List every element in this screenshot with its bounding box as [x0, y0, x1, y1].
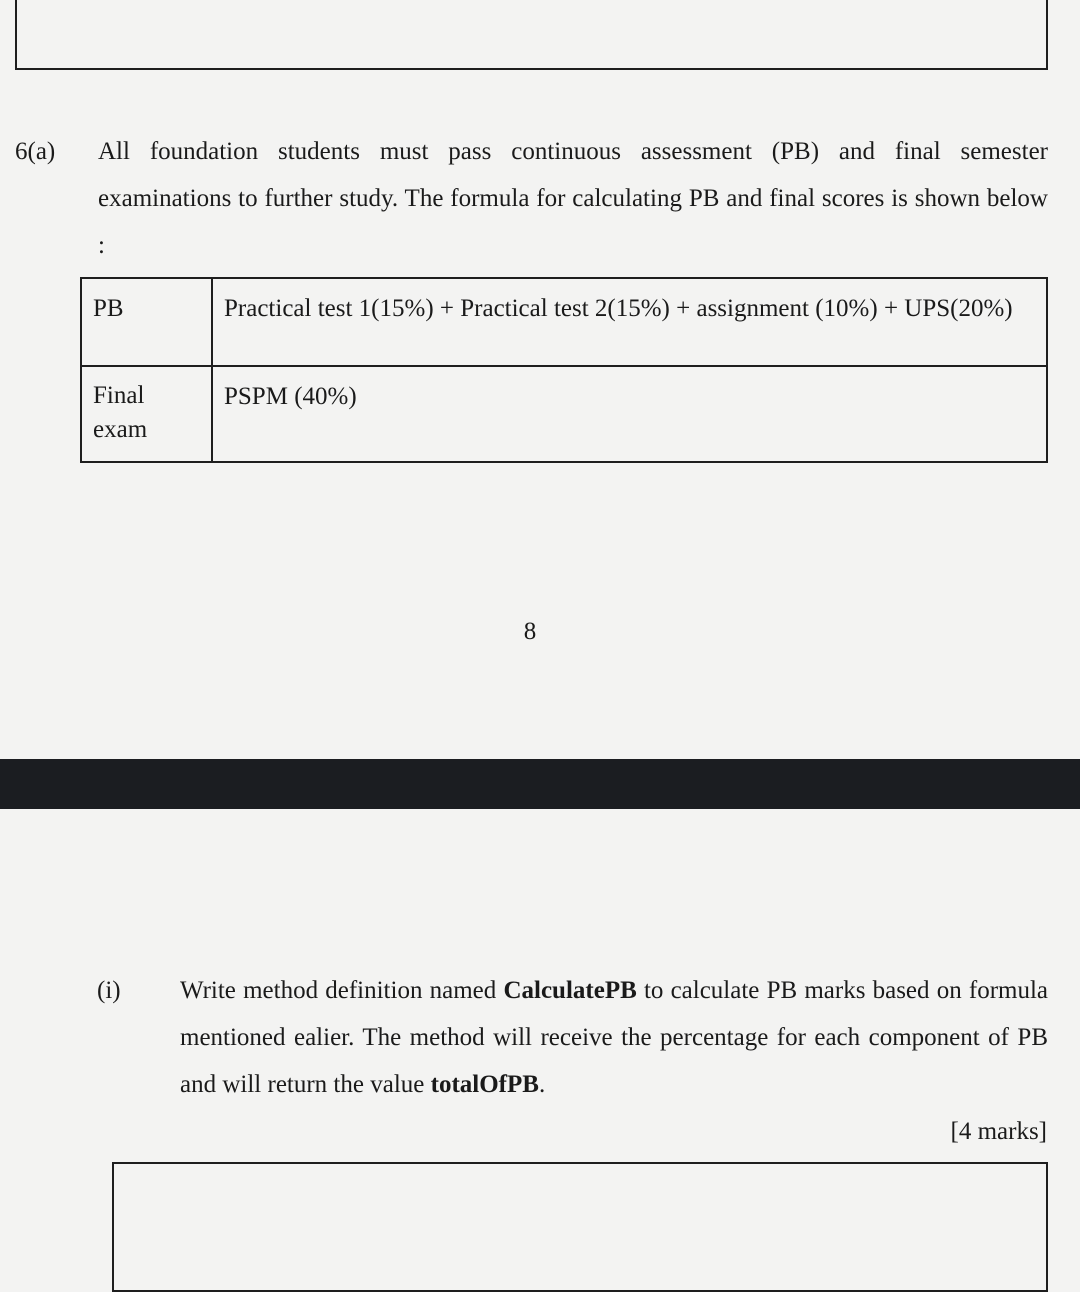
answer-box-top: [15, 0, 1048, 70]
method-name: CalculatePB: [503, 977, 637, 1004]
answer-box-bottom: [112, 1162, 1048, 1292]
table-row: [81, 366, 1047, 462]
return-variable-name: totalOfPB: [430, 1071, 539, 1098]
subquestion-text-part3: .: [538, 1071, 546, 1098]
page-break-band: [0, 759, 1080, 809]
question-number: 6(a): [15, 138, 56, 165]
row-formula-pb: Practical test 1(15%) + Practical test 2(15%) + assignment (10%) + UPS(20%): [212, 278, 1047, 366]
question-intro: All foundation students must pass continuous assessment (PB) and final semester examinations to further study. The formula for calculating PB and final scores is shown below :: [98, 138, 1048, 259]
row-label-pb: PB: [81, 278, 212, 366]
marks-label: [4 marks]: [950, 1118, 1047, 1145]
subquestion-text-part2: to calculate PB marks based on formula mentioned ealier. The method will receive the percentage for each component of PB and will return the value: [180, 977, 1049, 1098]
subquestion-text: [180, 967, 1048, 1108]
page-number: 8: [523, 618, 537, 645]
row-label-final: Final exam: [81, 366, 212, 462]
subquestion-number: (i): [97, 977, 121, 1004]
table-row: [81, 278, 1047, 366]
subquestion-text-part1: Write method definition named: [180, 977, 504, 1004]
assessment-table: [80, 277, 1048, 463]
row-formula-final: PSPM (40%): [212, 366, 1047, 462]
